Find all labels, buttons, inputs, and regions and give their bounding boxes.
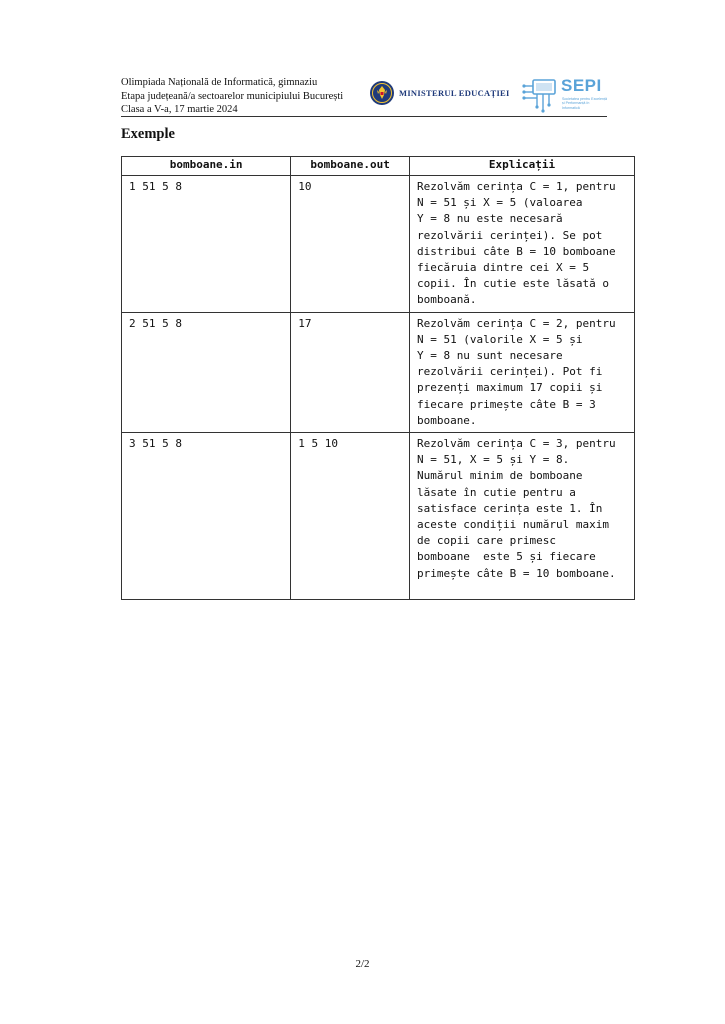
explanation-line: distribui câte B = 10 bomboane bbox=[416, 244, 616, 258]
header-input-file: bomboane.in bbox=[122, 157, 291, 176]
page-number: 2/2 bbox=[355, 958, 370, 970]
sepi-logo bbox=[521, 76, 607, 114]
explanation-line: primește câte B = 10 bomboane. bbox=[416, 566, 616, 580]
explanation-line: Numărul minim de bomboane bbox=[416, 469, 583, 483]
explanation-line: N = 51, X = 5 și Y = 8. bbox=[416, 453, 570, 467]
explanation-line: rezolvării cerinței). Pot fi bbox=[416, 365, 603, 379]
explanation-line: bomboane. bbox=[416, 413, 477, 427]
explanation-line: fiecare primește câte B = 3 bbox=[416, 397, 596, 411]
output-cell: 17 bbox=[291, 312, 410, 432]
table-row bbox=[122, 176, 635, 313]
header-stage-line: Etapa județeană/a sectoarelor municipiului București bbox=[121, 90, 344, 102]
explanation-line: Rezolvăm cerința C = 1, pentru bbox=[416, 180, 616, 193]
table-header-row bbox=[122, 157, 635, 176]
explanation-line: aceste condiții numărul maxim bbox=[416, 518, 610, 532]
input-cell: 2 51 5 8 bbox=[122, 312, 291, 432]
sepi-logo-text: SEPI bbox=[561, 76, 602, 95]
explanation-line: Rezolvăm cerința C = 3, pentru bbox=[416, 437, 616, 451]
explanation-line: N = 51 și X = 5 (valoarea bbox=[416, 196, 583, 210]
explanation-line: bomboană. bbox=[416, 293, 477, 307]
header-divider bbox=[121, 116, 607, 117]
output-cell: 1 5 10 bbox=[291, 433, 410, 600]
section-title: Exemple bbox=[121, 126, 175, 142]
input-cell: 3 51 5 8 bbox=[122, 433, 291, 600]
explanation-line: Rezolvăm cerința C = 2, pentru bbox=[416, 316, 616, 330]
romanian-crest-icon bbox=[369, 80, 395, 106]
explanation-line: Y = 8 nu este necesară bbox=[416, 212, 563, 226]
ministry-logo-text: MINISTERUL EDUCAȚIEI bbox=[399, 88, 510, 98]
explanation-cell bbox=[409, 312, 634, 432]
header-class-date-line: Clasa a V-a, 17 martie 2024 bbox=[121, 104, 238, 115]
input-cell: 1 51 5 8 bbox=[122, 176, 291, 313]
explanation-line: copii. În cutie este lăsată o bbox=[416, 277, 610, 291]
explanation-line: rezolvării cerinței). Se pot bbox=[416, 228, 603, 242]
header-text bbox=[121, 76, 343, 117]
ministry-logo bbox=[369, 80, 510, 106]
explanation-cell bbox=[409, 176, 634, 313]
explanation-line: bomboane este 5 și fiecare bbox=[416, 550, 596, 564]
explanation-line: Y = 8 nu sunt necesare bbox=[416, 349, 563, 363]
sepi-logo-subtitle: Societatea pentru Excelență și Performanță în Informatică bbox=[562, 97, 607, 110]
explanation-line: prezenți maximum 17 copii și bbox=[416, 381, 603, 395]
header-output-file: bomboane.out bbox=[291, 157, 410, 176]
explanation-line: de copii care primesc bbox=[416, 534, 557, 548]
explanation-line: fiecăruia dintre cei X = 5 bbox=[416, 261, 590, 275]
header-olympiad-line: Olimpiada Națională de Informatică, gimnaziu bbox=[121, 77, 318, 88]
circuit-board-icon bbox=[521, 76, 561, 114]
explanation-line: lăsate în cutie pentru a bbox=[416, 485, 576, 499]
explanation-line: satisface cerința este 1. În bbox=[416, 501, 603, 515]
table-row bbox=[122, 312, 635, 432]
explanation-cell bbox=[409, 433, 634, 600]
examples-table bbox=[121, 156, 635, 600]
table-row bbox=[122, 433, 635, 600]
output-cell: 10 bbox=[291, 176, 410, 313]
explanation-line: N = 51 (valorile X = 5 și bbox=[416, 332, 583, 346]
header-explanation: Explicații bbox=[409, 157, 634, 176]
